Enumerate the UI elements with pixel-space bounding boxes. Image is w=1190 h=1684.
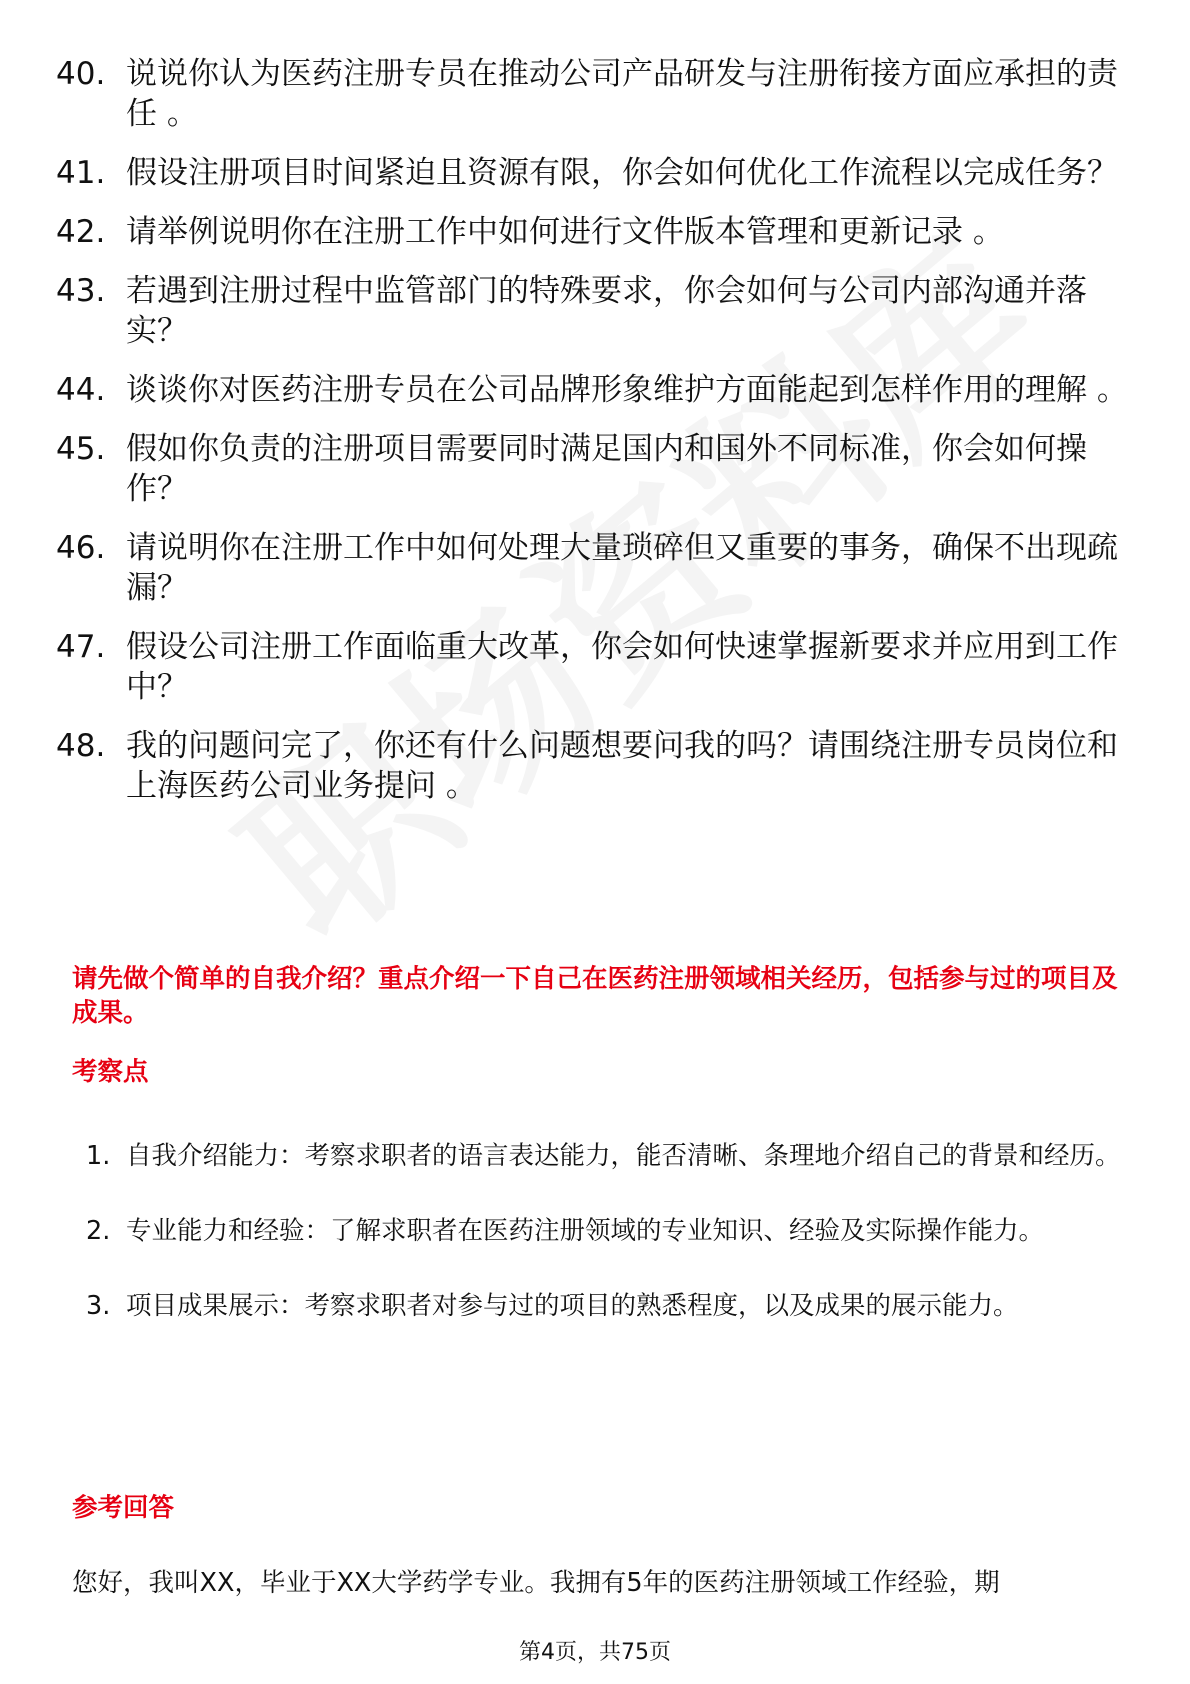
question-text: 我的问题问完了，你还有什么问题想要问我的吗？请围绕注册专员岗位和上海医药公司业务提问 。: [126, 728, 1118, 804]
point-number: 1.: [86, 1141, 111, 1171]
point-number: 3.: [86, 1291, 111, 1321]
page-footer: 第4页，共75页: [519, 1640, 671, 1665]
question-number: 42.: [56, 214, 106, 250]
list-item: [56, 370, 1136, 410]
list-item: [86, 1202, 1136, 1260]
list-item: [56, 153, 1136, 193]
point-number: 2.: [86, 1216, 111, 1246]
list-item: [56, 627, 1136, 707]
point-text: 项目成果展示：考察求职者对参与过的项目的熟悉程度，以及成果的展示能力。: [126, 1291, 1019, 1321]
point-text: 自我介绍能力：考察求职者的语言表达能力，能否清晰、条理地介绍自己的背景和经历。: [126, 1141, 1121, 1171]
list-item: [86, 1277, 1136, 1335]
question-text: 假设注册项目时间紧迫且资源有限，你会如何优化工作流程以完成任务？: [126, 155, 1118, 191]
exam-point-list: [86, 1127, 1136, 1352]
list-item: [56, 528, 1136, 608]
section-heading-reference-answer: 参考回答: [72, 1493, 175, 1523]
question-number: 41.: [56, 155, 106, 191]
question-text: 假设公司注册工作面临重大改革，你会如何快速掌握新要求并应用到工作中？: [126, 629, 1118, 705]
question-number: 47.: [56, 629, 106, 665]
question-number: 45.: [56, 431, 106, 467]
point-text: 专业能力和经验：了解求职者在医药注册领域的专业知识、经验及实际操作能力。: [126, 1216, 1045, 1246]
question-list: [56, 54, 1136, 825]
list-item: [56, 212, 1136, 252]
question-text: 谈谈你对医药注册专员在公司品牌形象维护方面能起到怎样作用的理解 。: [126, 372, 1128, 408]
question-number: 43.: [56, 273, 106, 309]
list-item: [56, 726, 1136, 806]
list-item: [56, 271, 1136, 351]
question-number: 46.: [56, 530, 106, 566]
list-item: [56, 54, 1136, 134]
highlight-question: 请先做个简单的自我介绍？重点介绍一下自己在医药注册领域相关经历，包括参与过的项目及成果。: [72, 964, 1118, 1028]
question-text: 说说你认为医药注册专员在推动公司产品研发与注册衔接方面应承担的责任 。: [126, 56, 1118, 132]
question-text: 若遇到注册过程中监管部门的特殊要求，你会如何与公司内部沟通并落实？: [126, 273, 1087, 349]
section-heading-exam-points: 考察点: [72, 1057, 149, 1087]
question-number: 48.: [56, 728, 106, 764]
question-number: 44.: [56, 372, 106, 408]
list-item: [86, 1127, 1136, 1185]
answer-paragraph: 您好，我叫XX，毕业于XX大学药学专业。我拥有5年的医药注册领域工作经验，期: [72, 1568, 1000, 1598]
list-item: [56, 429, 1136, 509]
question-text: 请举例说明你在注册工作中如何进行文件版本管理和更新记录 。: [126, 214, 1004, 250]
question-text: 假如你负责的注册项目需要同时满足国内和国外不同标准，你会如何操作？: [126, 431, 1087, 507]
question-text: 请说明你在注册工作中如何处理大量琐碎但又重要的事务，确保不出现疏漏？: [126, 530, 1118, 606]
question-number: 40.: [56, 56, 106, 92]
